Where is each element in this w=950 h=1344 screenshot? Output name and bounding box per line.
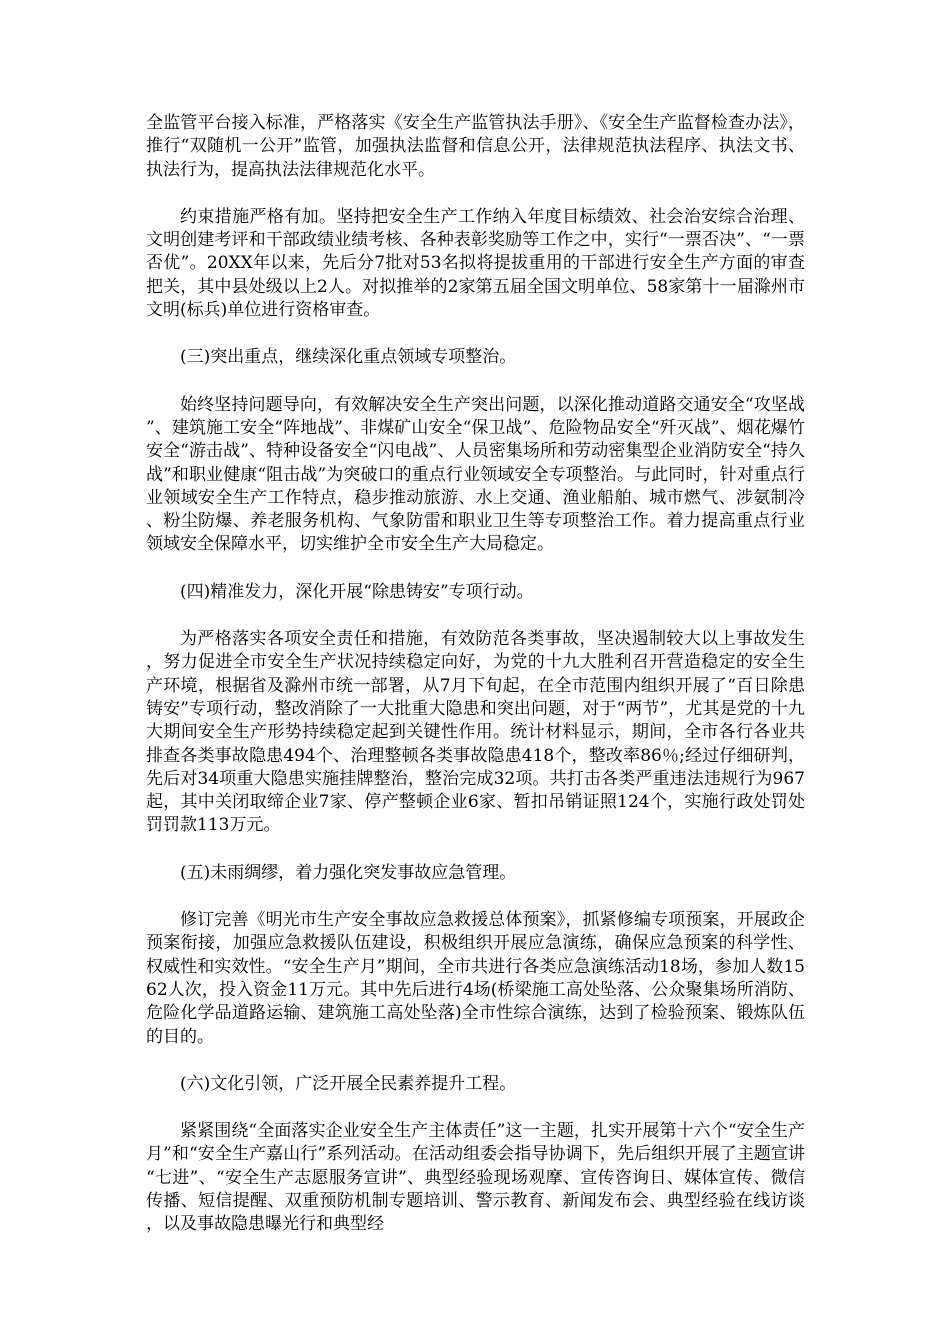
paragraph-hazard-campaign: 为严格落实各项安全责任和措施，有效防范各类事故，坚决遏制较大以上事故发生，努力促进全市安全生产状况持续稳定向好，为党的十九大胜利召开营造稳定的安全生产环境，根据省及滁州市统一部署，从7月下旬起，在全市范围内组织开展了“百日除患铸安”专项行动，整改消除了一大批重大隐患和突出问题，对于“两节”，尤其是党的十九大期间安全生产形势持续稳定起到关键性作用。统计材料显示，期间，全市各行各业共排查各类事故隐患494个、治理整顿各类事故隐患418个，整改率86％;经过仔细研判，先后对34项重大隐患实施挂牌整治，整治完成32项。共打击各类严重违法违规行为967起，其中关闭取缔企业7家、停产整顿企业6家、暂扣吊销证照124个，实施行政处罚处罚罚款113万元。	[146, 629, 805, 836]
paragraph-constraint-measures: 约束措施严格有加。坚持把安全生产工作纳入年度目标绩效、社会治安综合治理、文明创建考评和干部政绩业绩考核、各种表彰奖励等工作之中，实行“一票否决”、“一票否优”。20XX年以来，先后分7批对53名拟将提拔重用的干部进行安全生产方面的审查把关，其中县处级以上2人。对拟推举的2家第五届全国文明单位、58家第十一届滁州市文明(标兵)单位进行资格审查。	[146, 206, 805, 321]
section-heading-4: (四)精准发力，深化开展“除患铸安”专项行动。	[180, 581, 534, 602]
document-page	[146, 112, 805, 1261]
section-heading-3: (三)突出重点，继续深化重点领域专项整治。	[180, 347, 517, 368]
paragraph-special-rectification: 始终坚持问题导向，有效解决安全生产突出问题，以深化推动道路交通安全“攻坚战”、建筑施工安全“阵地战”、非煤矿山安全“保卫战”、危险物品安全“歼灭战”、烟花爆竹安全“游击战”、特种设备安全“闪电战”、人员密集场所和劳动密集型企业消防安全“持久战”和职业健康“阻击战”为突破口的重点行业领域安全专项整治。与此同时，针对重点行业领域安全生产工作特点，稳步推动旅游、水上交通、渔业船舶、城市燃气、涉氨制冷、粉尘防爆、养老服务机构、气象防雷和职业卫生等专项整治工作。着力提高重点行业领域安全保障水平，切实维护全市安全生产大局稳定。	[146, 394, 805, 555]
section-heading-5: (五)未雨绸缪，着力强化突发事故应急管理。	[180, 862, 517, 883]
paragraph-safety-culture: 紧紧围绕“全面落实企业安全生产主体责任”这一主题，扎实开展第十六个“安全生产月”和“安全生产嘉山行”系列活动。在活动组委会指导协调下，先后组织开展了主题宣讲“七进”、“安全生产志愿服务宣讲”、典型经验现场观摩、宣传咨询日、媒体宣传、微信传播、短信提醒、双重预防机制专题培训、警示教育、新闻发布会、典型经验在线访谈，以及事故隐患曝光行和典型经	[146, 1121, 805, 1235]
paragraph-regulatory-platform: 全监管平台接入标准，严格落实《安全生产监管执法手册》、《安全生产监督检查办法》，推行“双随机一公开”监管，加强执法监督和信息公开，法律规范执法程序、执法文书、执法行为，提高执法法律规范化水平。	[146, 113, 805, 180]
paragraph-emergency-management: 修订完善《明光市生产安全事故应急救援总体预案》，抓紧修编专项预案，开展政企预案衔接，加强应急救援队伍建设，积极组织开展应急演练，确保应急预案的科学性、权威性和实效性。“安全生产月”期间，全市共进行各类应急演练活动18场，参加人数1562人次，投入资金11万元。其中先后进行4场(桥梁施工高处坠落、公众聚集场所消防、危险化学品道路运输、建筑施工高处坠落)全市性综合演练，达到了检验预案、锻炼队伍的目的。	[146, 910, 805, 1047]
section-heading-6: (六)文化引领，广泛开展全民素养提升工程。	[180, 1073, 517, 1094]
